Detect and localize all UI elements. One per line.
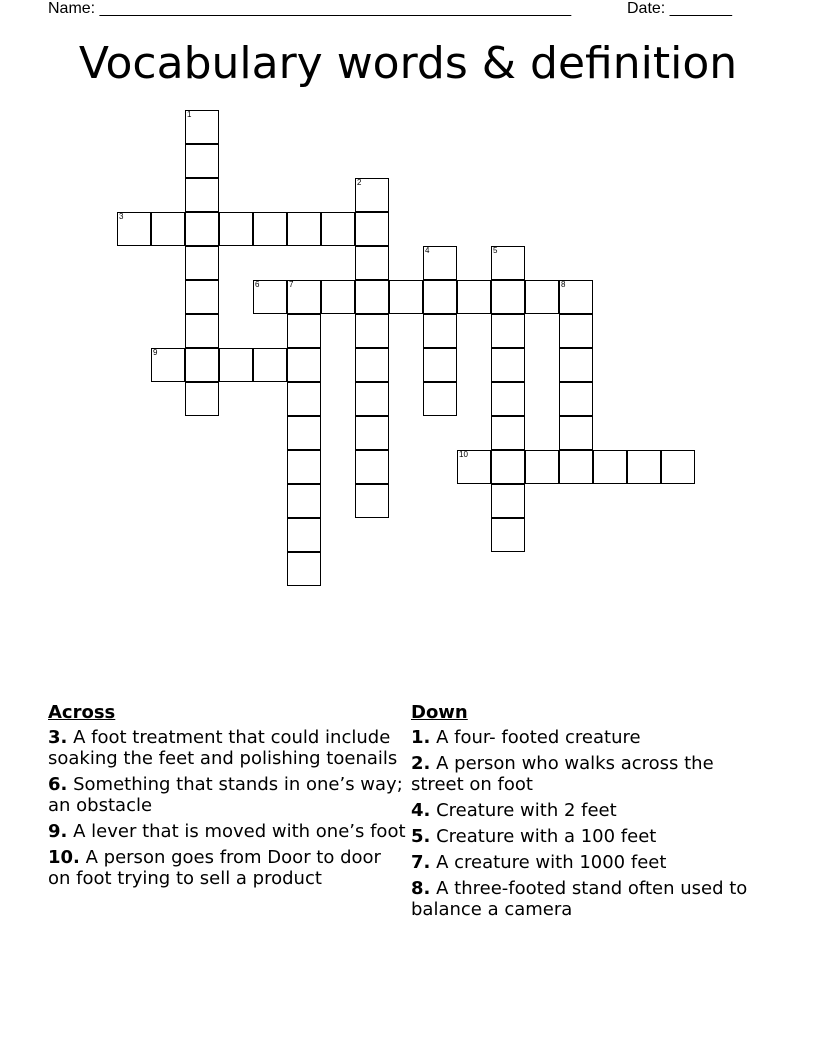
crossword-cell[interactable]: [559, 348, 593, 382]
clue-number: 10.: [48, 847, 80, 868]
across-clues: [48, 702, 408, 894]
crossword-cell[interactable]: [185, 144, 219, 178]
crossword-cell[interactable]: [491, 450, 525, 484]
crossword-cell[interactable]: [253, 212, 287, 246]
crossword-cell[interactable]: [355, 450, 389, 484]
crossword-cell[interactable]: [185, 212, 219, 246]
crossword-cell[interactable]: [287, 212, 321, 246]
cell-number: 4: [425, 246, 430, 255]
crossword-cell[interactable]: [627, 450, 661, 484]
crossword-cell[interactable]: [219, 348, 253, 382]
crossword-cell[interactable]: [287, 280, 321, 314]
crossword-cell[interactable]: [151, 212, 185, 246]
crossword-cell[interactable]: [185, 348, 219, 382]
crossword-cell[interactable]: [321, 280, 355, 314]
clue-number: 3.: [48, 727, 68, 748]
clue-text: Creature with 2 feet: [436, 800, 617, 821]
crossword-cell[interactable]: [593, 450, 627, 484]
crossword-cell[interactable]: [253, 280, 287, 314]
clue-down-5: [411, 826, 761, 847]
cell-number: 1: [187, 110, 192, 119]
crossword-cell[interactable]: [287, 552, 321, 586]
crossword-cell[interactable]: [457, 280, 491, 314]
clue-number: 2.: [411, 753, 431, 774]
crossword-cell[interactable]: [287, 382, 321, 416]
crossword-cell[interactable]: [491, 518, 525, 552]
crossword-cell[interactable]: [355, 246, 389, 280]
clue-number: 8.: [411, 878, 431, 899]
clue-across-3: [48, 727, 408, 769]
crossword-cell[interactable]: [559, 314, 593, 348]
crossword-cell[interactable]: [355, 348, 389, 382]
clue-text: Something that stands in one’s way; an obstacle: [48, 774, 403, 816]
crossword-cell[interactable]: [525, 450, 559, 484]
crossword-cell[interactable]: [559, 450, 593, 484]
clue-text: A person goes from Door to door on foot trying to sell a product: [48, 847, 381, 889]
clue-across-9: [48, 821, 408, 842]
crossword-cell[interactable]: [661, 450, 695, 484]
crossword-cell[interactable]: [491, 382, 525, 416]
crossword-cell[interactable]: [491, 314, 525, 348]
clue-number: 7.: [411, 852, 431, 873]
crossword-cell[interactable]: [355, 416, 389, 450]
clue-text: A foot treatment that could include soaking the feet and polishing toenails: [48, 727, 398, 769]
crossword-cell[interactable]: [491, 348, 525, 382]
clue-down-1: [411, 727, 761, 748]
cell-number: 6: [255, 280, 260, 289]
across-heading: Across: [48, 702, 116, 723]
crossword-cell[interactable]: [287, 416, 321, 450]
down-clues: [411, 702, 761, 925]
crossword-cell[interactable]: [355, 484, 389, 518]
crossword-cell[interactable]: [491, 416, 525, 450]
clue-across-10: [48, 847, 408, 889]
name-field-label[interactable]: Name: _____________________________________________________: [48, 0, 572, 17]
crossword-cell[interactable]: [253, 348, 287, 382]
clue-text: A three-footed stand often used to balance a camera: [411, 878, 748, 920]
crossword-cell[interactable]: [389, 280, 423, 314]
crossword-cell[interactable]: [117, 212, 151, 246]
crossword-cell[interactable]: [491, 280, 525, 314]
cell-number: 5: [493, 246, 498, 255]
down-heading: Down: [411, 702, 468, 723]
crossword-cell[interactable]: [185, 314, 219, 348]
clue-down-7: [411, 852, 761, 873]
clue-text: A lever that is moved with one’s foot: [73, 821, 406, 842]
clue-text: A four- footed creature: [436, 727, 641, 748]
crossword-cell[interactable]: [423, 348, 457, 382]
clue-down-8: [411, 878, 761, 920]
crossword-cell[interactable]: [423, 280, 457, 314]
clue-text: A person who walks across the street on foot: [411, 753, 714, 795]
crossword-cell[interactable]: [355, 280, 389, 314]
crossword-cell[interactable]: [287, 450, 321, 484]
crossword-cell[interactable]: [355, 314, 389, 348]
cell-number: 10: [459, 450, 468, 459]
crossword-cell[interactable]: [287, 314, 321, 348]
crossword-cell[interactable]: [355, 178, 389, 212]
crossword-cell[interactable]: [559, 416, 593, 450]
crossword-cell[interactable]: [287, 484, 321, 518]
crossword-cell[interactable]: [525, 280, 559, 314]
cell-number: 3: [119, 212, 124, 221]
date-field-label[interactable]: Date: _______: [627, 0, 732, 17]
clue-down-2: [411, 753, 761, 795]
crossword-cell[interactable]: [491, 246, 525, 280]
crossword-cell[interactable]: [185, 280, 219, 314]
crossword-cell[interactable]: [457, 450, 491, 484]
page-title: Vocabulary words & definition: [78, 38, 738, 89]
clue-text: A creature with 1000 feet: [436, 852, 667, 873]
crossword-cell[interactable]: [423, 314, 457, 348]
crossword-cell[interactable]: [185, 382, 219, 416]
clue-number: 5.: [411, 826, 431, 847]
crossword-cell[interactable]: [287, 518, 321, 552]
crossword-cell[interactable]: [355, 382, 389, 416]
crossword-cell[interactable]: [185, 246, 219, 280]
clue-across-6: [48, 774, 408, 816]
crossword-cell[interactable]: [355, 212, 389, 246]
cell-number: 9: [153, 348, 158, 357]
crossword-cell[interactable]: [321, 212, 355, 246]
clue-number: 4.: [411, 800, 431, 821]
cell-number: 2: [357, 178, 362, 187]
cell-number: 8: [561, 280, 566, 289]
crossword-cell[interactable]: [185, 110, 219, 144]
crossword-cell[interactable]: [185, 178, 219, 212]
clue-number: 6.: [48, 774, 68, 795]
crossword-cell[interactable]: [559, 382, 593, 416]
crossword-cell[interactable]: [491, 484, 525, 518]
clue-number: 9.: [48, 821, 68, 842]
crossword-cell[interactable]: [151, 348, 185, 382]
cell-number: 7: [289, 280, 294, 289]
crossword-cell[interactable]: [423, 246, 457, 280]
crossword-cell[interactable]: [219, 212, 253, 246]
clue-number: 1.: [411, 727, 431, 748]
clue-text: Creature with a 100 feet: [436, 826, 657, 847]
clue-down-4: [411, 800, 761, 821]
crossword-cell[interactable]: [423, 382, 457, 416]
crossword-cell[interactable]: [287, 348, 321, 382]
crossword-cell[interactable]: [559, 280, 593, 314]
